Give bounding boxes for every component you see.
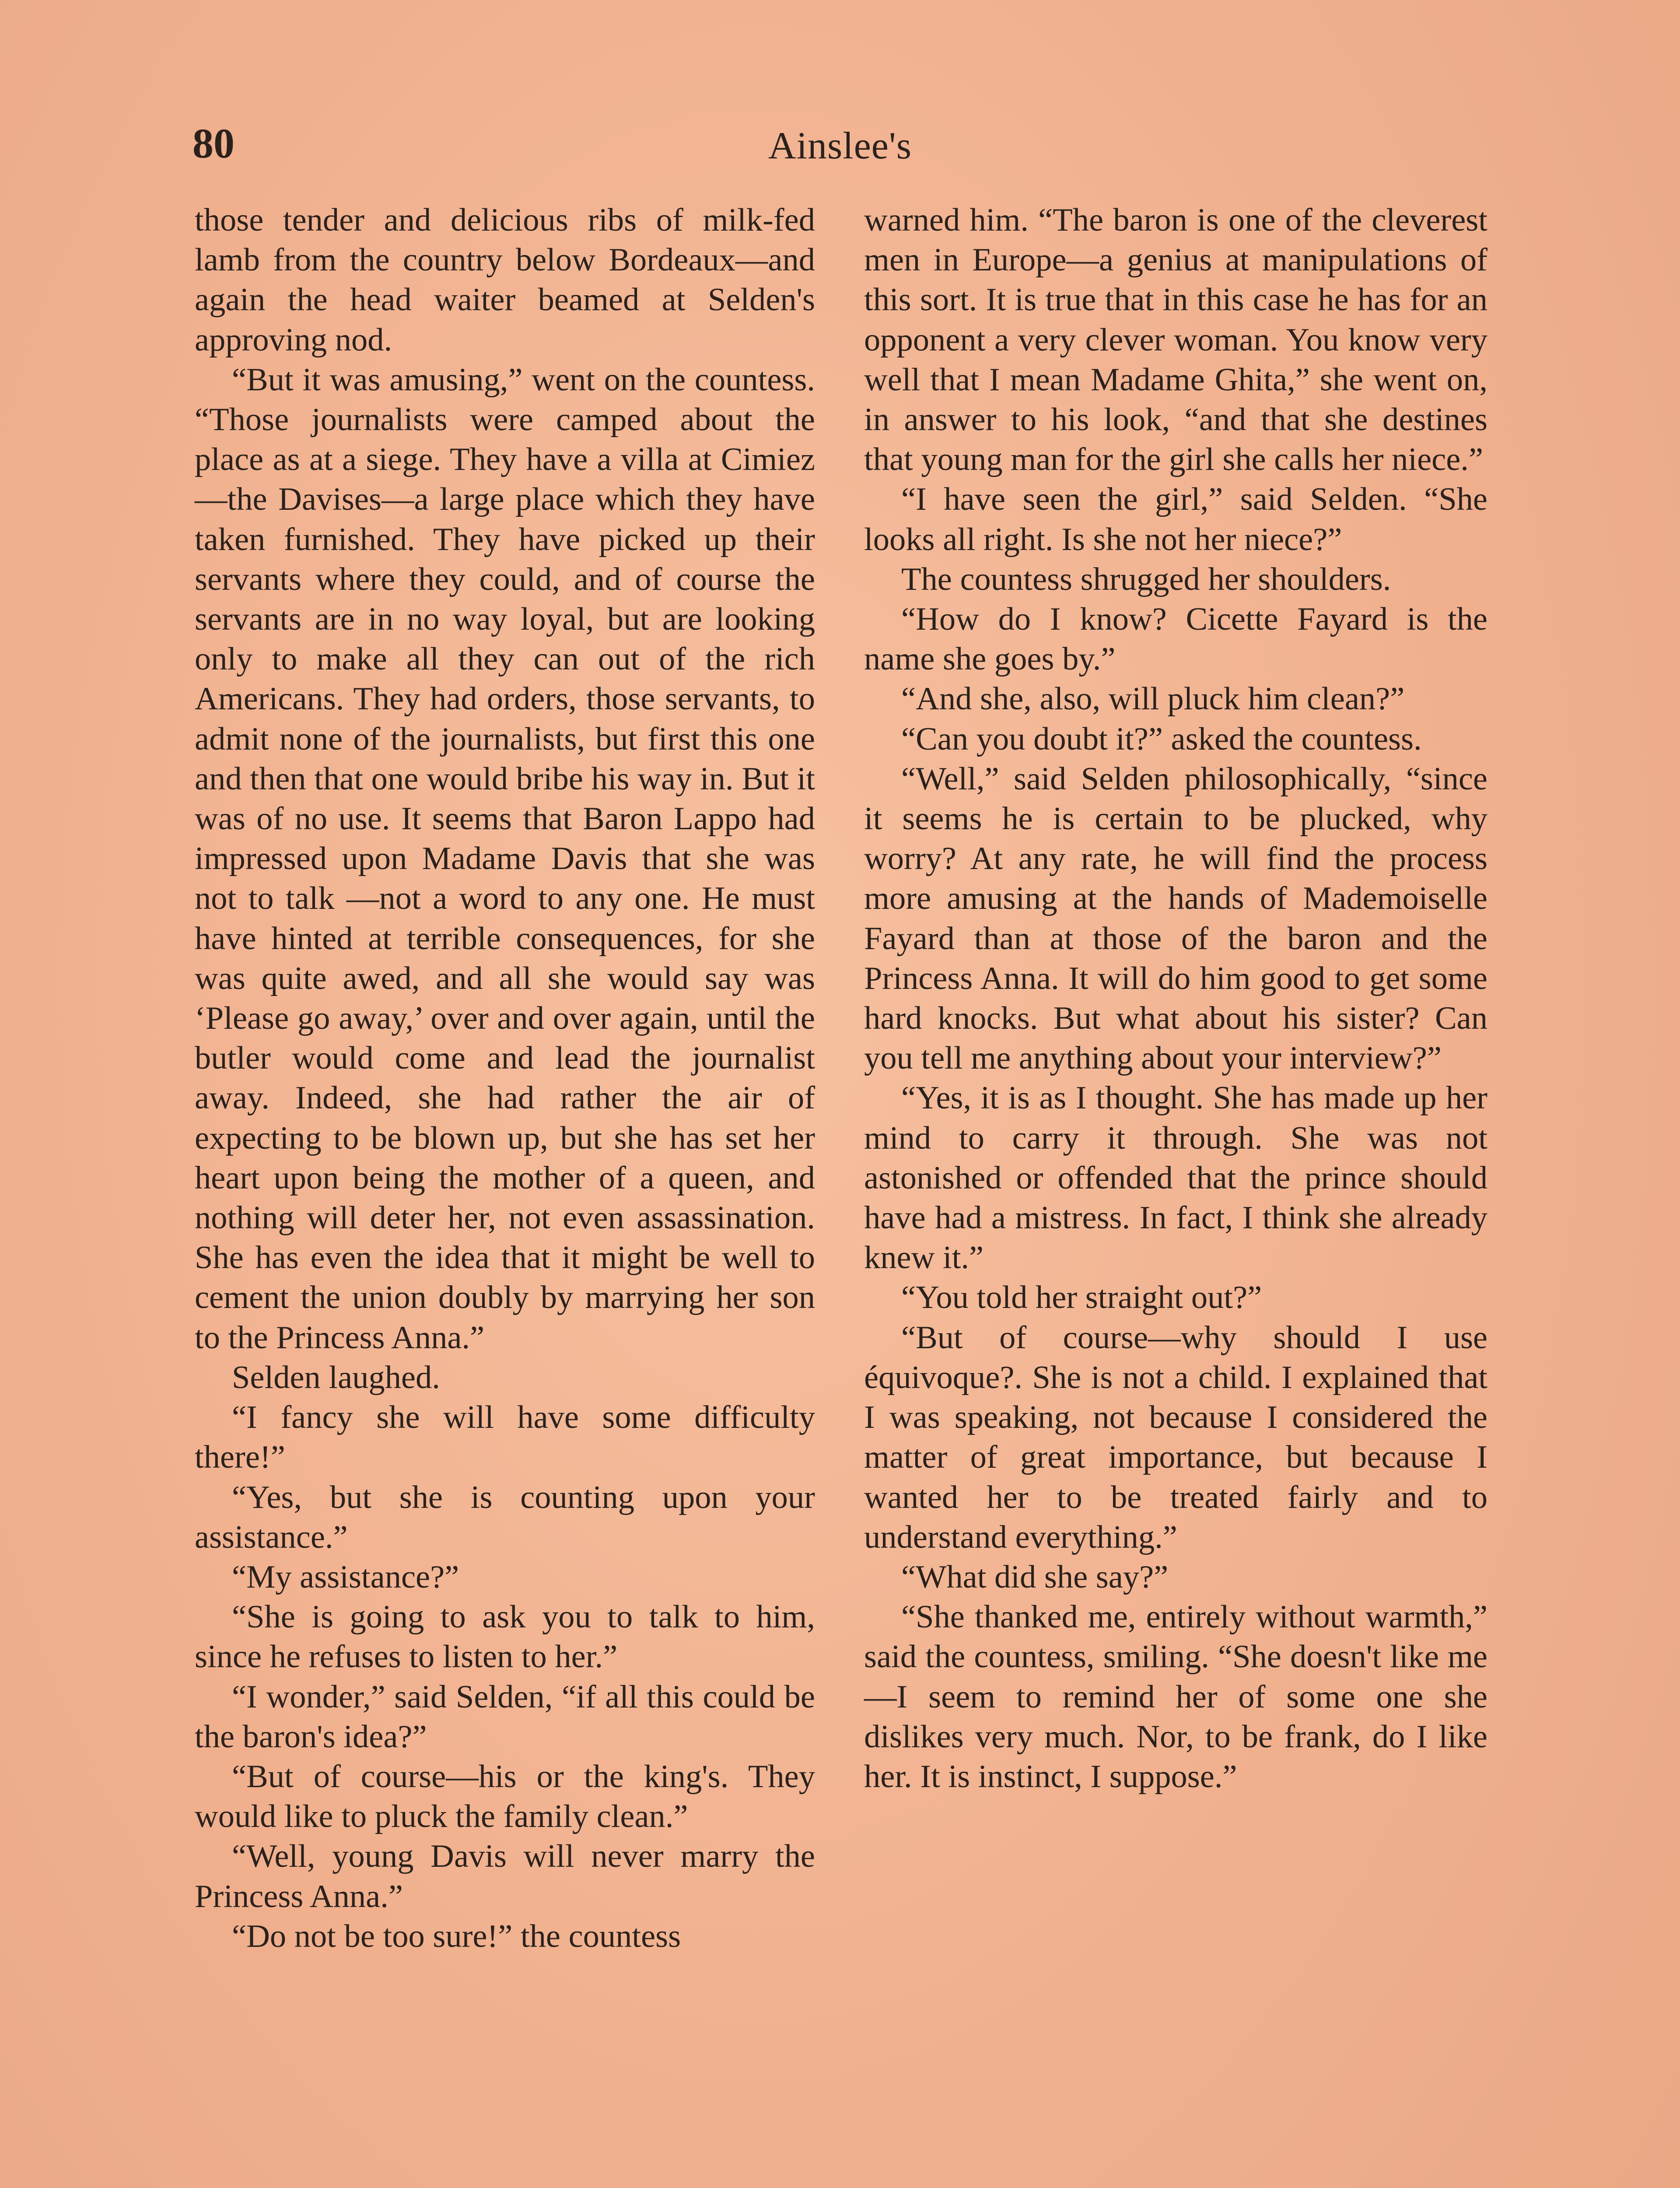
paragraph: “And she, also, will pluck him clean?” [901,681,1405,717]
paragraph: “But of course—why should I use équivoque?. She is not a child. I explained that I was speaking, not because I considered the matter of great importance, but because I wanted her to be treated fairly and to understand everything.” [864,1319,1488,1555]
paragraph: “Do not be too sure!” the countess [232,1918,681,1954]
paragraph: “She thanked me, entirely without warmth,” said the countess, smiling. “She doesn't like me—I seem to remind her of some one she dislikes very much. Nor, to be frank, do I like her. It is instinct, I suppose.” [864,1599,1488,1795]
paragraph: “Can you doubt it?” asked the countess. [901,721,1422,757]
paragraph: “But of course—his or the king's. They would like to pluck the family clean.” [195,1758,815,1835]
paragraph: The countess shrugged her shoulders. [901,561,1391,597]
paragraph: “But it was amusing,” went on the countess. “Those journalists were camped about the place as at a siege. They have a villa at Cimiez—the Davises—a large place which they have taken furnished. They have picked up their servants where they could, and of course the servants are in no way loyal, but are looking only to make all they can out of the rich Americans. They had orders, those servants, to admit none of the journalists, but first this one and then that one would bribe his way in. But it was of no use. It seems that Baron Lappo had impressed upon Madame Davis that she was not to talk —not a word to any one. He must have hinted at terrible consequences, for she was quite awed, and all she would say was ‘Please go away,’ over and over again, until the butler would come and lead the journalist away. Indeed, she had rather the air of expecting to be blown up, but she has set her heart upon being the mother of a queen, and nothing will deter her, not even assassination. She has even the idea that it might be well to cement the union doubly by marrying her son to the Princess Anna.” [195,361,815,1356]
paragraph: “I have seen the girl,” said Selden. “She looks all right. Is she not her niece?” [864,481,1488,558]
right-column [864,200,1488,1797]
paragraph: “I fancy she will have some difficulty there!” [195,1399,815,1476]
paragraph: Selden laughed. [232,1359,440,1396]
paragraph: “Well,” said Selden philosophically, “since it seems he is certain to be plucked, why worry? At any rate, he will find the process more amusing at the hands of Mademoiselle Fayard than at those of the baron and the Princess Anna. It will do him good to get some hard knocks. But what about his sister? Can you tell me anything about your interview?” [864,761,1488,1076]
running-head: Ainslee's [768,125,912,167]
paragraph: “What did she say?” [901,1559,1169,1595]
paragraph: “My assistance?” [232,1559,459,1595]
paragraph: “Well, young Davis will never marry the Princess Anna.” [195,1838,815,1914]
paragraph: those tender and delicious ribs of milk-fed lamb from the country below Bordeaux—and again the head waiter beamed at Selden's approving nod. [195,202,815,358]
paragraph: “You told her straight out?” [901,1280,1262,1316]
paragraph: “She is going to ask you to talk to him, since he refuses to listen to her.” [195,1599,815,1675]
page-number: 80 [192,120,234,167]
paragraph: “How do I know? Cicette Fayard is the name she goes by.” [864,601,1488,677]
paragraph: warned him. “The baron is one of the cleverest men in Europe—a genius at manipulations of this sort. It is true that in this case he has for an opponent a very clever woman. You know very well that I mean Madame Ghita,” she went on, in answer to his look, “and that she destines that young man for the girl she calls her niece.” [864,202,1488,478]
paragraph: “Yes, but she is counting upon your assistance.” [195,1479,815,1555]
paragraph: “I wonder,” said Selden, “if all this could be the baron's idea?” [195,1679,815,1755]
paragraph: “Yes, it is as I thought. She has made up her mind to carry it through. She was not astonished or offended that the prince should have had a mistress. In fact, I think she already knew it.” [864,1080,1488,1276]
left-column [195,200,815,1957]
